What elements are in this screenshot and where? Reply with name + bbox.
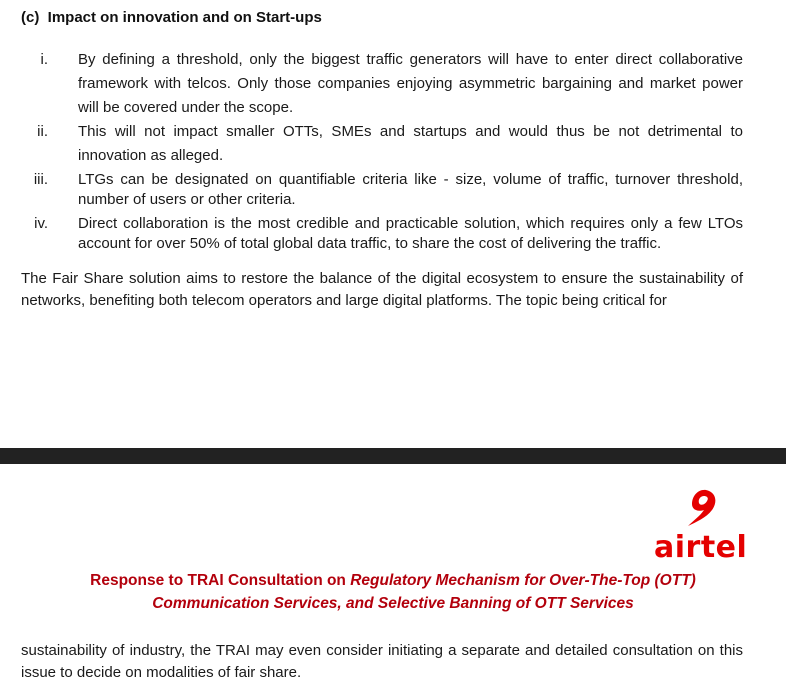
- airtel-logo-text: airtel: [654, 530, 748, 565]
- list-number: iv.: [34, 215, 48, 232]
- list-text: This will not impact smaller OTTs, SMEs and startups and would thus be not detrimental to innovation as alleged.: [78, 123, 743, 164]
- header-title-plain: Response to TRAI Consultation on: [90, 572, 351, 589]
- header-title-line1: [0, 569, 786, 592]
- list-number: ii.: [37, 123, 48, 140]
- section-heading: (c) Impact on innovation and on Start-ups: [21, 9, 322, 26]
- list-text: By defining a threshold, only the biggest traffic generators will have to enter direct collaborative framework with telcos. Only those companies enjoying asymmetric bargaining and market power will be covered under the scope.: [78, 51, 743, 116]
- header-title-line2: [0, 592, 786, 615]
- body-paragraph: sustainability of industry, the TRAI may even consider initiating a separate and detailed consultation on this issue to decide on modalities of fair share.: [21, 642, 743, 681]
- list-text: Direct collaboration is the most credible and practicable solution, which requires only a few LTOs account for over 50% of total global data traffic, to share the cost of delivering the traffic.: [78, 215, 743, 252]
- page-bottom: [0, 464, 786, 693]
- list-number: i.: [40, 51, 48, 68]
- list-number: iii.: [33, 171, 48, 188]
- header-title-italic: Regulatory Mechanism for Over-The-Top (OTT): [350, 572, 696, 589]
- airtel-logo: [646, 486, 756, 568]
- airtel-swirl-icon: [676, 486, 718, 530]
- header-title-italic: Communication Services, and Selective Banning of OTT Services: [152, 595, 634, 612]
- page-divider: [0, 448, 786, 464]
- body-paragraph: The Fair Share solution aims to restore the balance of the digital ecosystem to ensure the sustainability of networks, benefiting both telecom operators and large digital platforms. The topic being critical for: [21, 270, 743, 309]
- list-text: LTGs can be designated on quantifiable criteria like - size, volume of traffic, turnover threshold, number of users or other criteria.: [78, 171, 743, 208]
